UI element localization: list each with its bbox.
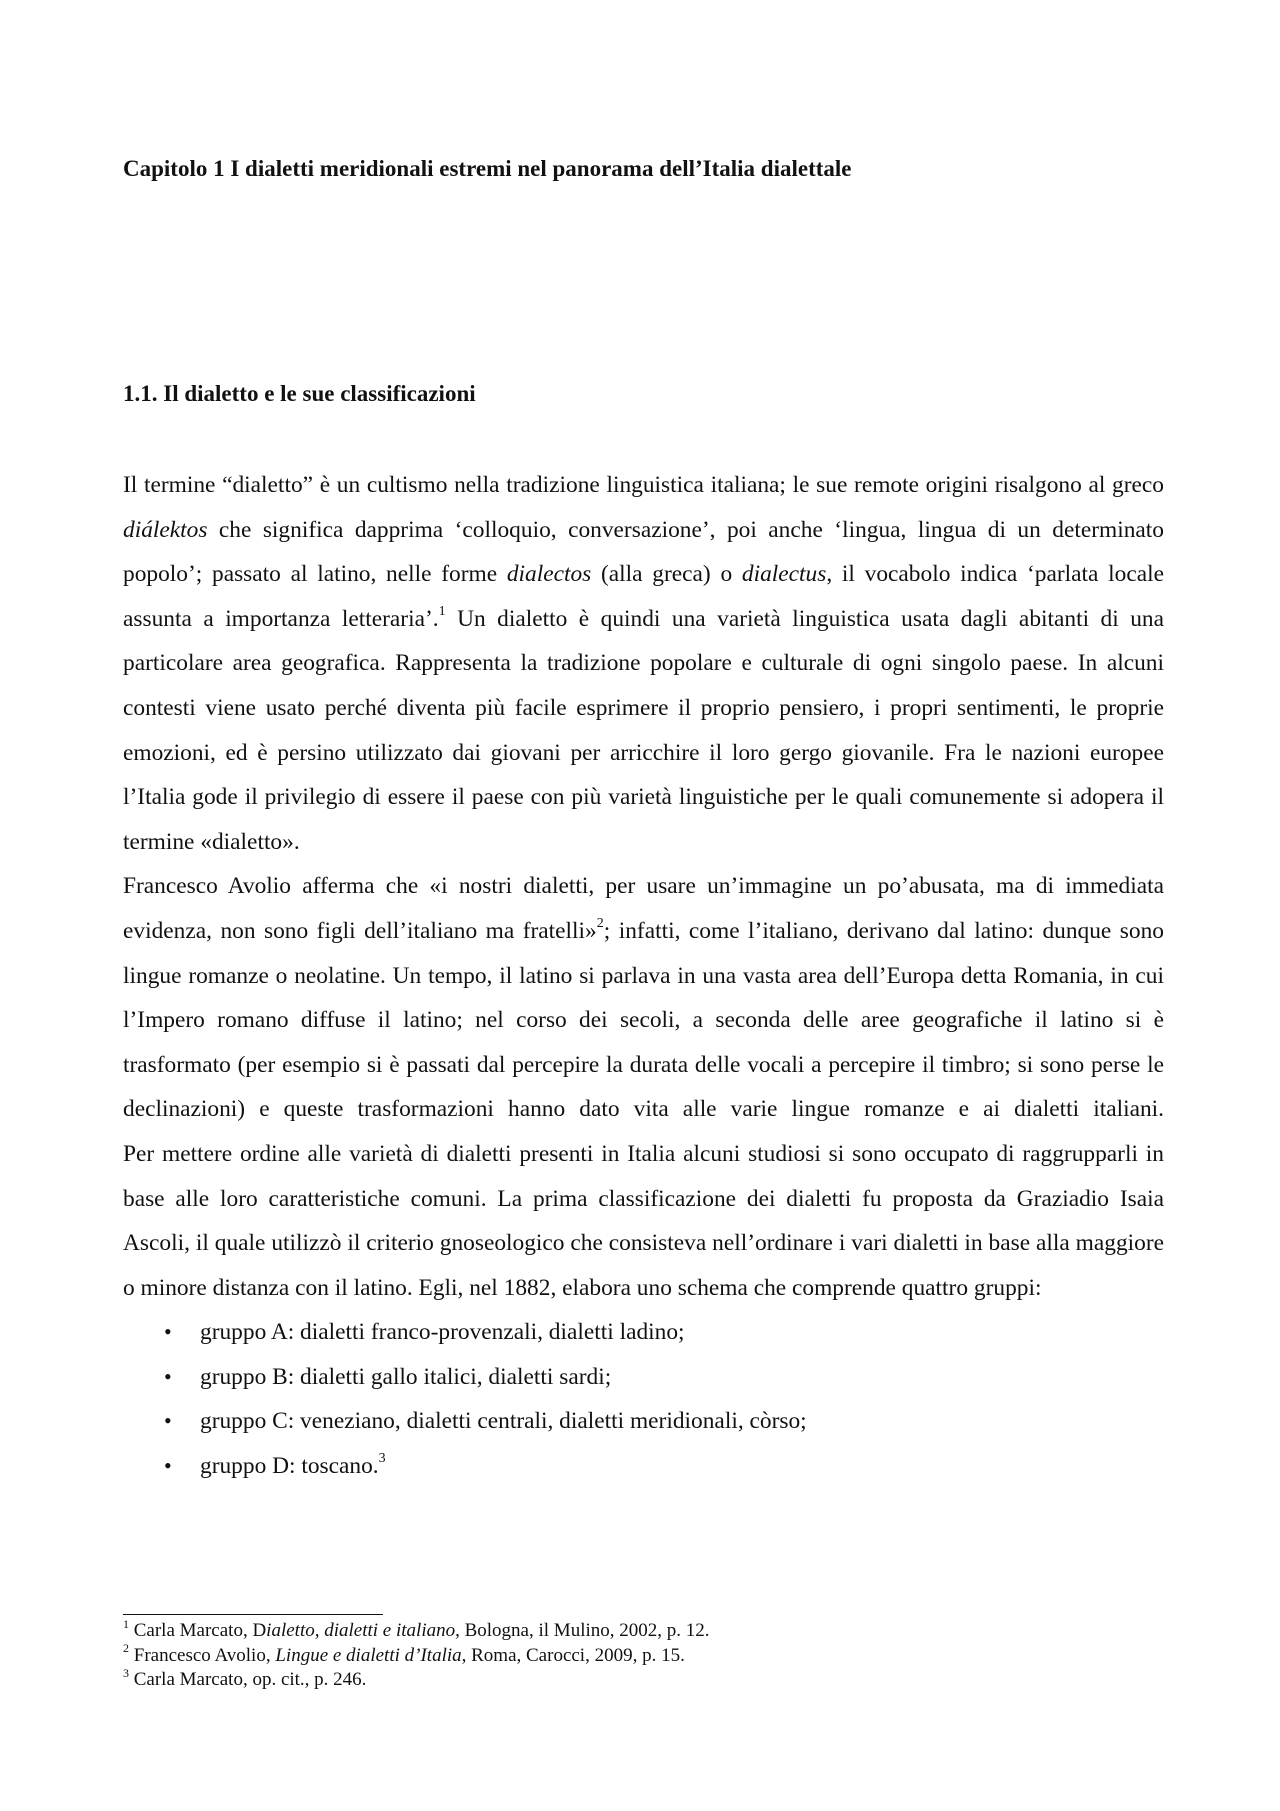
bullet-icon: •: [164, 1408, 172, 1434]
paragraph-3: Per mettere ordine alle varietà di dialetti presenti in Italia alcuni studiosi si sono occupato di raggrupparli in base alle loro caratteristiche comuni. La prima classificazione dei dialetti fu proposta da Graziadio Isaia Ascoli, il quale utilizzò il criterio gnoseologico che consisteva nell’ordinare i vari dialetti in base alla maggiore o minore distanza con il latino. Egli, nel 1882, elabora uno schema che comprende quattro gruppi:: [123, 1140, 1164, 1301]
list-item: • gruppo B: dialetti gallo italici, dialetti sardi;: [123, 1355, 1164, 1400]
footnote-ref-2[interactable]: 2: [596, 916, 604, 932]
footnote-ref-3[interactable]: 3: [378, 1451, 386, 1467]
dialect-groups-list: [123, 1310, 1164, 1488]
list-item: • gruppo C: veneziano, dialetti centrali, dialetti meridionali, còrso;: [123, 1399, 1164, 1444]
chapter-title: Capitolo 1 I dialetti meridionali estremi nel panorama dell’Italia dialettale: [123, 156, 852, 181]
bullet-icon: •: [164, 1319, 172, 1345]
body-text: [123, 463, 1164, 1489]
paragraph-1: Il termine “dialetto” è un cultismo nella tradizione linguistica italiana; le sue remote origini risalgono al greco diálektos che significa dapprima ‘colloquio, conversazione’, poi anche ‘lingua, lingua di un determinato popolo’; passato al latino, nelle forme dialectos (alla greca) o dialectus, il vocabolo indica ‘parlata locale assunta a importanza letteraria’.$^1$ Un dialetto è quindi una varietà linguistica usata dagli abitanti di una particolare area geografica. Rappresenta la tradizione popolare e culturale di ogni singolo paese. In alcuni contesti viene usato perché diventa più facile esprimere il proprio pensiero, i propri sentimenti, le proprie emozioni, ed è persino utilizzato dai giovani per arricchire il loro gergo giovanile. Fra le nazioni europee l’Italia gode il privilegio di essere il paese con più varietà linguistiche per le quali comunemente si adopera il termine «dialetto».: [123, 472, 1165, 855]
bullet-icon: •: [164, 1453, 172, 1479]
footnote-ref-1[interactable]: 1: [438, 603, 446, 619]
section-title: 1.1. Il dialetto e le sue classificazioni: [123, 381, 476, 406]
term-dialectos: dialectos: [506, 561, 592, 588]
list-item: • gruppo A: dialetti franco-provenzali, dialetti ladino;: [123, 1310, 1164, 1355]
footnote-3: $^3$ Carla Marcato, op. cit., p. 246.: [123, 1665, 367, 1690]
footnote-divider: [123, 1614, 383, 1615]
list-item: • gruppo D: toscano.$^3$: [123, 1444, 1164, 1489]
bullet-icon: •: [164, 1363, 172, 1389]
footnotes: [123, 1616, 1163, 1693]
footnote-2: $^2$ Francesco Avolio, Lingue e dialetti d’Italia, Roma, Carocci, 2009, p. 15.: [123, 1641, 685, 1666]
term-dialectus: dialectus: [741, 561, 827, 588]
term-dialektos: diálektos: [123, 516, 208, 543]
paragraph-2: Francesco Avolio afferma che «i nostri dialetti, per usare un’immagine un po’abusata, ma di immediata evidenza, non sono figli dell’italiano ma fratelli»$^2$; infatti, come l’italiano, derivano dal latino: dunque sono lingue romanze o neolatine. Un tempo, il latino si parlava in una vasta area dell’Europa detta Romania, in cui l’Impero romano diffuse il latino; nel corso dei secoli, a seconda delle aree geografiche il latino si è trasformato (per esempio si è passati dal percepire la durata delle vocali a percepire il timbro; si sono perse le declinazioni) e queste trasformazioni hanno dato vita alle varie lingue romanze e ai dialetti italiani.: [123, 873, 1164, 1123]
footnote-1: $^1$ Carla Marcato, Dialetto, dialetti e italiano, Bologna, il Mulino, 2002, p. 12.: [123, 1616, 710, 1641]
